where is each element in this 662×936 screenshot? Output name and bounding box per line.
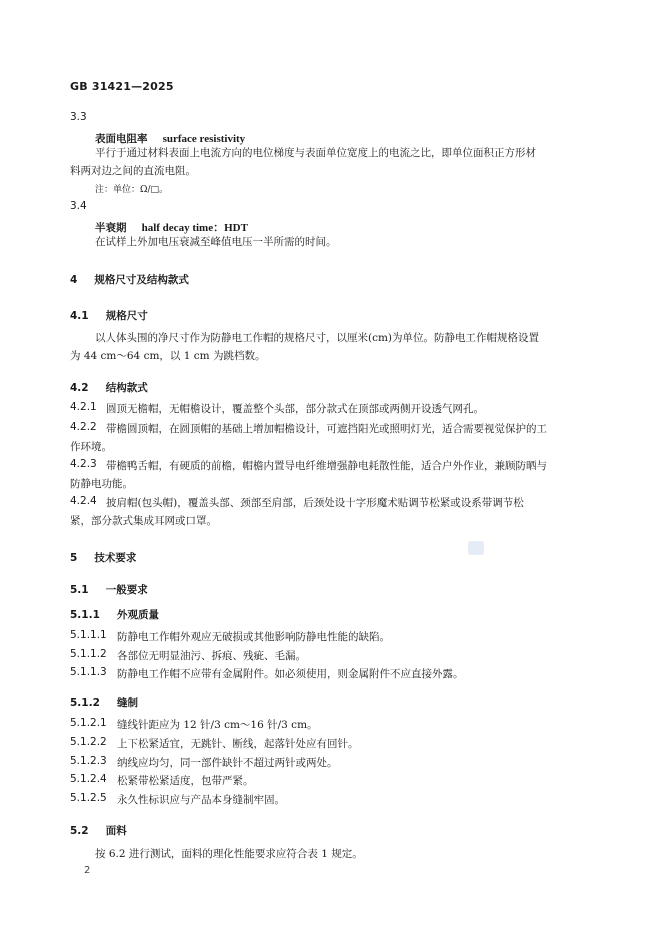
item-line: 紧，部分款式集成耳网或口罩。	[70, 515, 217, 527]
item-number: 5.1.2.1	[70, 717, 107, 729]
section-number: 4	[70, 274, 78, 286]
item-number: 4.2.4	[70, 495, 97, 507]
item-number: 5.1.2.3	[70, 755, 107, 767]
item-number: 5.1.1.1	[70, 629, 107, 641]
definition-line: 料两对边之间的直流电阻。	[70, 165, 196, 177]
subsection-number: 4.2	[70, 382, 89, 394]
term-chinese: 半衰期	[95, 222, 127, 234]
item-line: 圆顶无檐帽，无帽檐设计，覆盖整个头部，部分款式在顶部或两侧开设透气网孔。	[106, 403, 484, 415]
item-number: 5.1.1.3	[70, 666, 107, 678]
item-line: 带檐圆顶帽，在圆顶帽的基础上增加帽檐设计，可遮挡阳光或照明灯光，适合需要视觉保护的工	[106, 423, 547, 435]
section-title: 技术要求	[94, 552, 137, 564]
item-number: 4.2.2	[70, 421, 97, 433]
section-number: 5	[70, 552, 78, 564]
clause-number: 3.4	[70, 200, 87, 212]
item-line: 披肩帽(包头帽)，覆盖头部、颈部至肩部，后颈处设十字形魔术贴调节松紧或设系带调节松	[106, 497, 524, 509]
clause-number: 3.3	[70, 111, 87, 123]
paragraph-line: 为 44 cm～64 cm，以 1 cm 为跳档数。	[70, 350, 266, 362]
note: 注：单位：Ω/□。	[95, 185, 168, 195]
subsubsection-heading	[70, 603, 159, 622]
watermark-icon	[468, 541, 484, 555]
item-text: 纳线应均匀，同一部件缺针不超过两针或两处。	[117, 757, 338, 769]
item-text: 防静电工作帽外观应无破损或其他影响防静电性能的缺陷。	[117, 631, 390, 643]
subsection-heading	[70, 819, 127, 838]
subsubsection-number: 5.1.1	[70, 609, 100, 621]
item-text: 防静电工作帽不应带有金属附件。如必须使用，则金属附件不应直接外露。	[117, 668, 464, 680]
subsubsection-title: 缝制	[117, 697, 138, 709]
standard-number: GB 31421—2025	[70, 80, 174, 93]
item-text: 缝线针距应为 12 针/3 cm～16 针/3 cm。	[117, 719, 318, 731]
section-heading	[70, 268, 189, 287]
subsubsection-number: 5.1.2	[70, 697, 100, 709]
item-text: 永久性标识应与产品本身缝制牢固。	[117, 794, 285, 806]
item-line: 带檐鸭舌帽，有硬质的前檐，帽檐内置导电纤维增强静电耗散性能，适合户外作业，兼顾防晒与	[106, 460, 547, 472]
definition-line: 在试样上外加电压衰减至峰值电压一半所需的时间。	[95, 236, 337, 248]
subsection-title: 结构款式	[105, 382, 148, 394]
section-title: 规格尺寸及结构款式	[94, 274, 189, 286]
subsubsection-title: 外观质量	[117, 609, 159, 621]
item-line: 防静电功能。	[70, 478, 133, 490]
term-chinese: 表面电阻率	[95, 133, 148, 145]
item-text: 各部位无明显油污、拆痕、残疵、毛漏。	[117, 650, 306, 662]
paragraph-line: 以人体头围的净尺寸作为防静电工作帽的规格尺寸，以厘米(cm)为单位。防静电工作帽规格设置	[95, 332, 540, 344]
item-number: 5.1.1.2	[70, 648, 107, 660]
definition-line: 平行于通过材料表面上电流方向的电位梯度与表面单位宽度上的电流之比，即单位面积正方形材	[95, 147, 536, 159]
paragraph-line: 按 6.2 进行测试，面料的理化性能要求应符合表 1 规定。	[95, 848, 363, 860]
term-heading	[95, 127, 245, 146]
subsection-title: 一般要求	[105, 584, 148, 596]
term-english: half decay time：HDT	[141, 222, 248, 234]
item-number: 5.1.2.2	[70, 736, 107, 748]
item-text: 上下松紧适宜，无跳针、断线，起落针处应有回针。	[117, 738, 359, 750]
subsection-heading	[70, 578, 148, 597]
item-number: 5.1.2.5	[70, 792, 107, 804]
subsection-heading	[70, 376, 148, 395]
subsubsection-heading	[70, 691, 138, 710]
item-number: 5.1.2.4	[70, 773, 107, 785]
item-text: 松紧带松紧适度，包带严紧。	[117, 775, 254, 787]
subsection-heading	[70, 304, 148, 323]
section-heading	[70, 546, 136, 565]
subsection-number: 5.2	[70, 825, 89, 837]
item-number: 4.2.1	[70, 401, 97, 413]
subsection-number: 5.1	[70, 584, 89, 596]
subsection-number: 4.1	[70, 310, 89, 322]
subsection-title: 规格尺寸	[105, 310, 148, 322]
item-line: 作环境。	[70, 441, 112, 453]
item-number: 4.2.3	[70, 458, 97, 470]
subsection-title: 面料	[105, 825, 127, 837]
page-number: 2	[84, 865, 91, 876]
term-english: surface resistivity	[162, 133, 246, 145]
term-heading	[95, 216, 248, 235]
